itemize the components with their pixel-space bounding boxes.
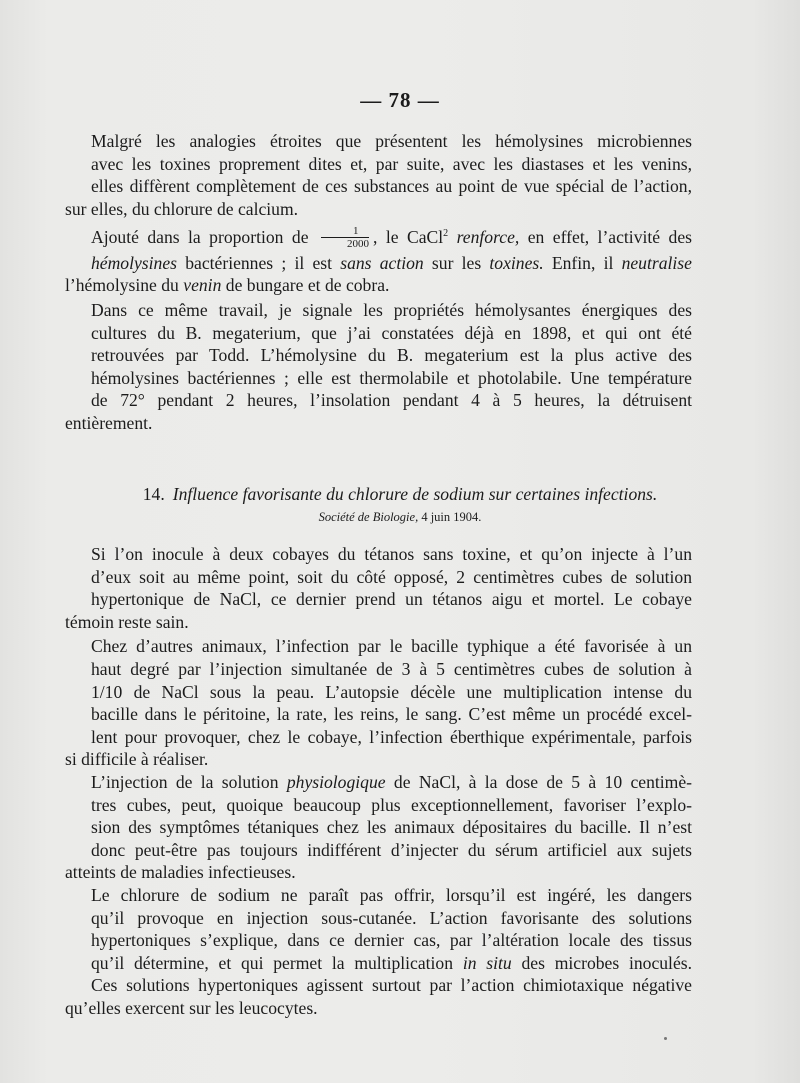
paragraph: Dans ce même travail, je signale les propriétés hémolysantes énergiques des cultures du B. megaterium, que j’ai constatées déjà en 1898, et qui ont été retrouvées par Todd. L’hémolysine du B. megaterium est la plus active des hémolysines bactériennes ; elle est thermolabile et photolabile. Une température de 72° pendant 2 heures, l’insolation pendant 4 à 5 heures, la détruisent — [91, 300, 692, 411]
page-number: — 78 — — [360, 88, 440, 112]
text-block-1 — [65, 130, 692, 435]
paragraph-continuation: si difficile à réaliser. — [65, 749, 209, 770]
paragraph-continuation: atteints de maladies infectieuses. — [65, 862, 296, 883]
paragraph: Malgré les analogies étroites que présentent les hémolysines microbiennes avec les toxines proprement dites et, par suite, avec les diastases et les venins, elles diffèrent complètement de ces substances au point de vue spécial de l’action, — [91, 131, 692, 197]
paragraph: L’injection de la solution physiologique de NaCl, à la dose de 5 à 10 centimè- tres cubes, peut, quoique beaucoup plus exceptionnellement, favoriser l’explo- sion des symptômes tétaniques chez les animaux dépositaires du bacille. Il n’est donc peut-être pas toujours indifférent d’injecter du sérum artificiel aux sujets — [91, 771, 692, 860]
paragraph: Si l’on inocule à deux cobayes du tétanos sans toxine, et qu’on injecte à l’un d’eux soit au même point, soit du côté opposé, 2 centimètres cubes de solution hypertonique de NaCl, ce dernier prend un tétanos aigu et mortel. Le cobaye — [91, 544, 692, 610]
section-source: Société de Biologie, 4 juin 1904. — [318, 510, 482, 524]
paragraph-continuation: qu’elles exercent sur les leucocytes. — [65, 997, 318, 1018]
paragraph-continuation: sur elles, du chlorure de calcium. — [65, 198, 299, 219]
section-title: Influence favorisante du chlorure de sodium sur certaines infections. — [172, 484, 658, 504]
paragraph-continuation: l’hémolysine du venin de bungare et de cobra. — [65, 275, 390, 296]
paragraph: Ajouté dans la proportion de $\frac{1}{2000}$ , le CaCl$^2$ renforce, en effet, l’activité des hémolysines bactériennes ; il est sans action sur les toxines. Enfin, il neutralise — [91, 224, 692, 273]
paragraph-continuation: témoin reste sain. — [65, 611, 189, 632]
fraction: $\frac{1}{2000}$ — [321, 225, 369, 250]
section-heading — [0, 483, 800, 505]
paragraph-continuation: entièrement. — [65, 412, 153, 433]
paper-speck — [664, 1037, 667, 1040]
paragraph: Le chlorure de sodium ne paraît pas offrir, lorsqu’il est ingéré, les dangers qu’il provoque en injection sous-cutanée. L’action favorisante des solutions hypertoniques s’explique, dans ce dernier cas, par l’altération locale des tissus qu’il détermine, et qui permet la multiplication in situ des microbes inoculés. Ces solutions hypertoniques agissent surtout par l’action chimiotaxique négative — [91, 884, 692, 996]
section-number: 14. — [142, 484, 165, 504]
text-block-2 — [65, 543, 692, 1019]
paragraph: Chez d’autres animaux, l’infection par le bacille typhique a été favorisée à un haut degré par l’injection simultanée de 3 à 5 centimètres cubes de solution à 1/10 de NaCl sous la peau. L’autopsie décèle une multiplication intense du bacille dans le péritoine, la rate, les reins, le sang. C’est même un procédé excel- lent pour provoquer, chez le cobaye, l’infection éberthique expérimentale, parfois — [91, 636, 692, 747]
